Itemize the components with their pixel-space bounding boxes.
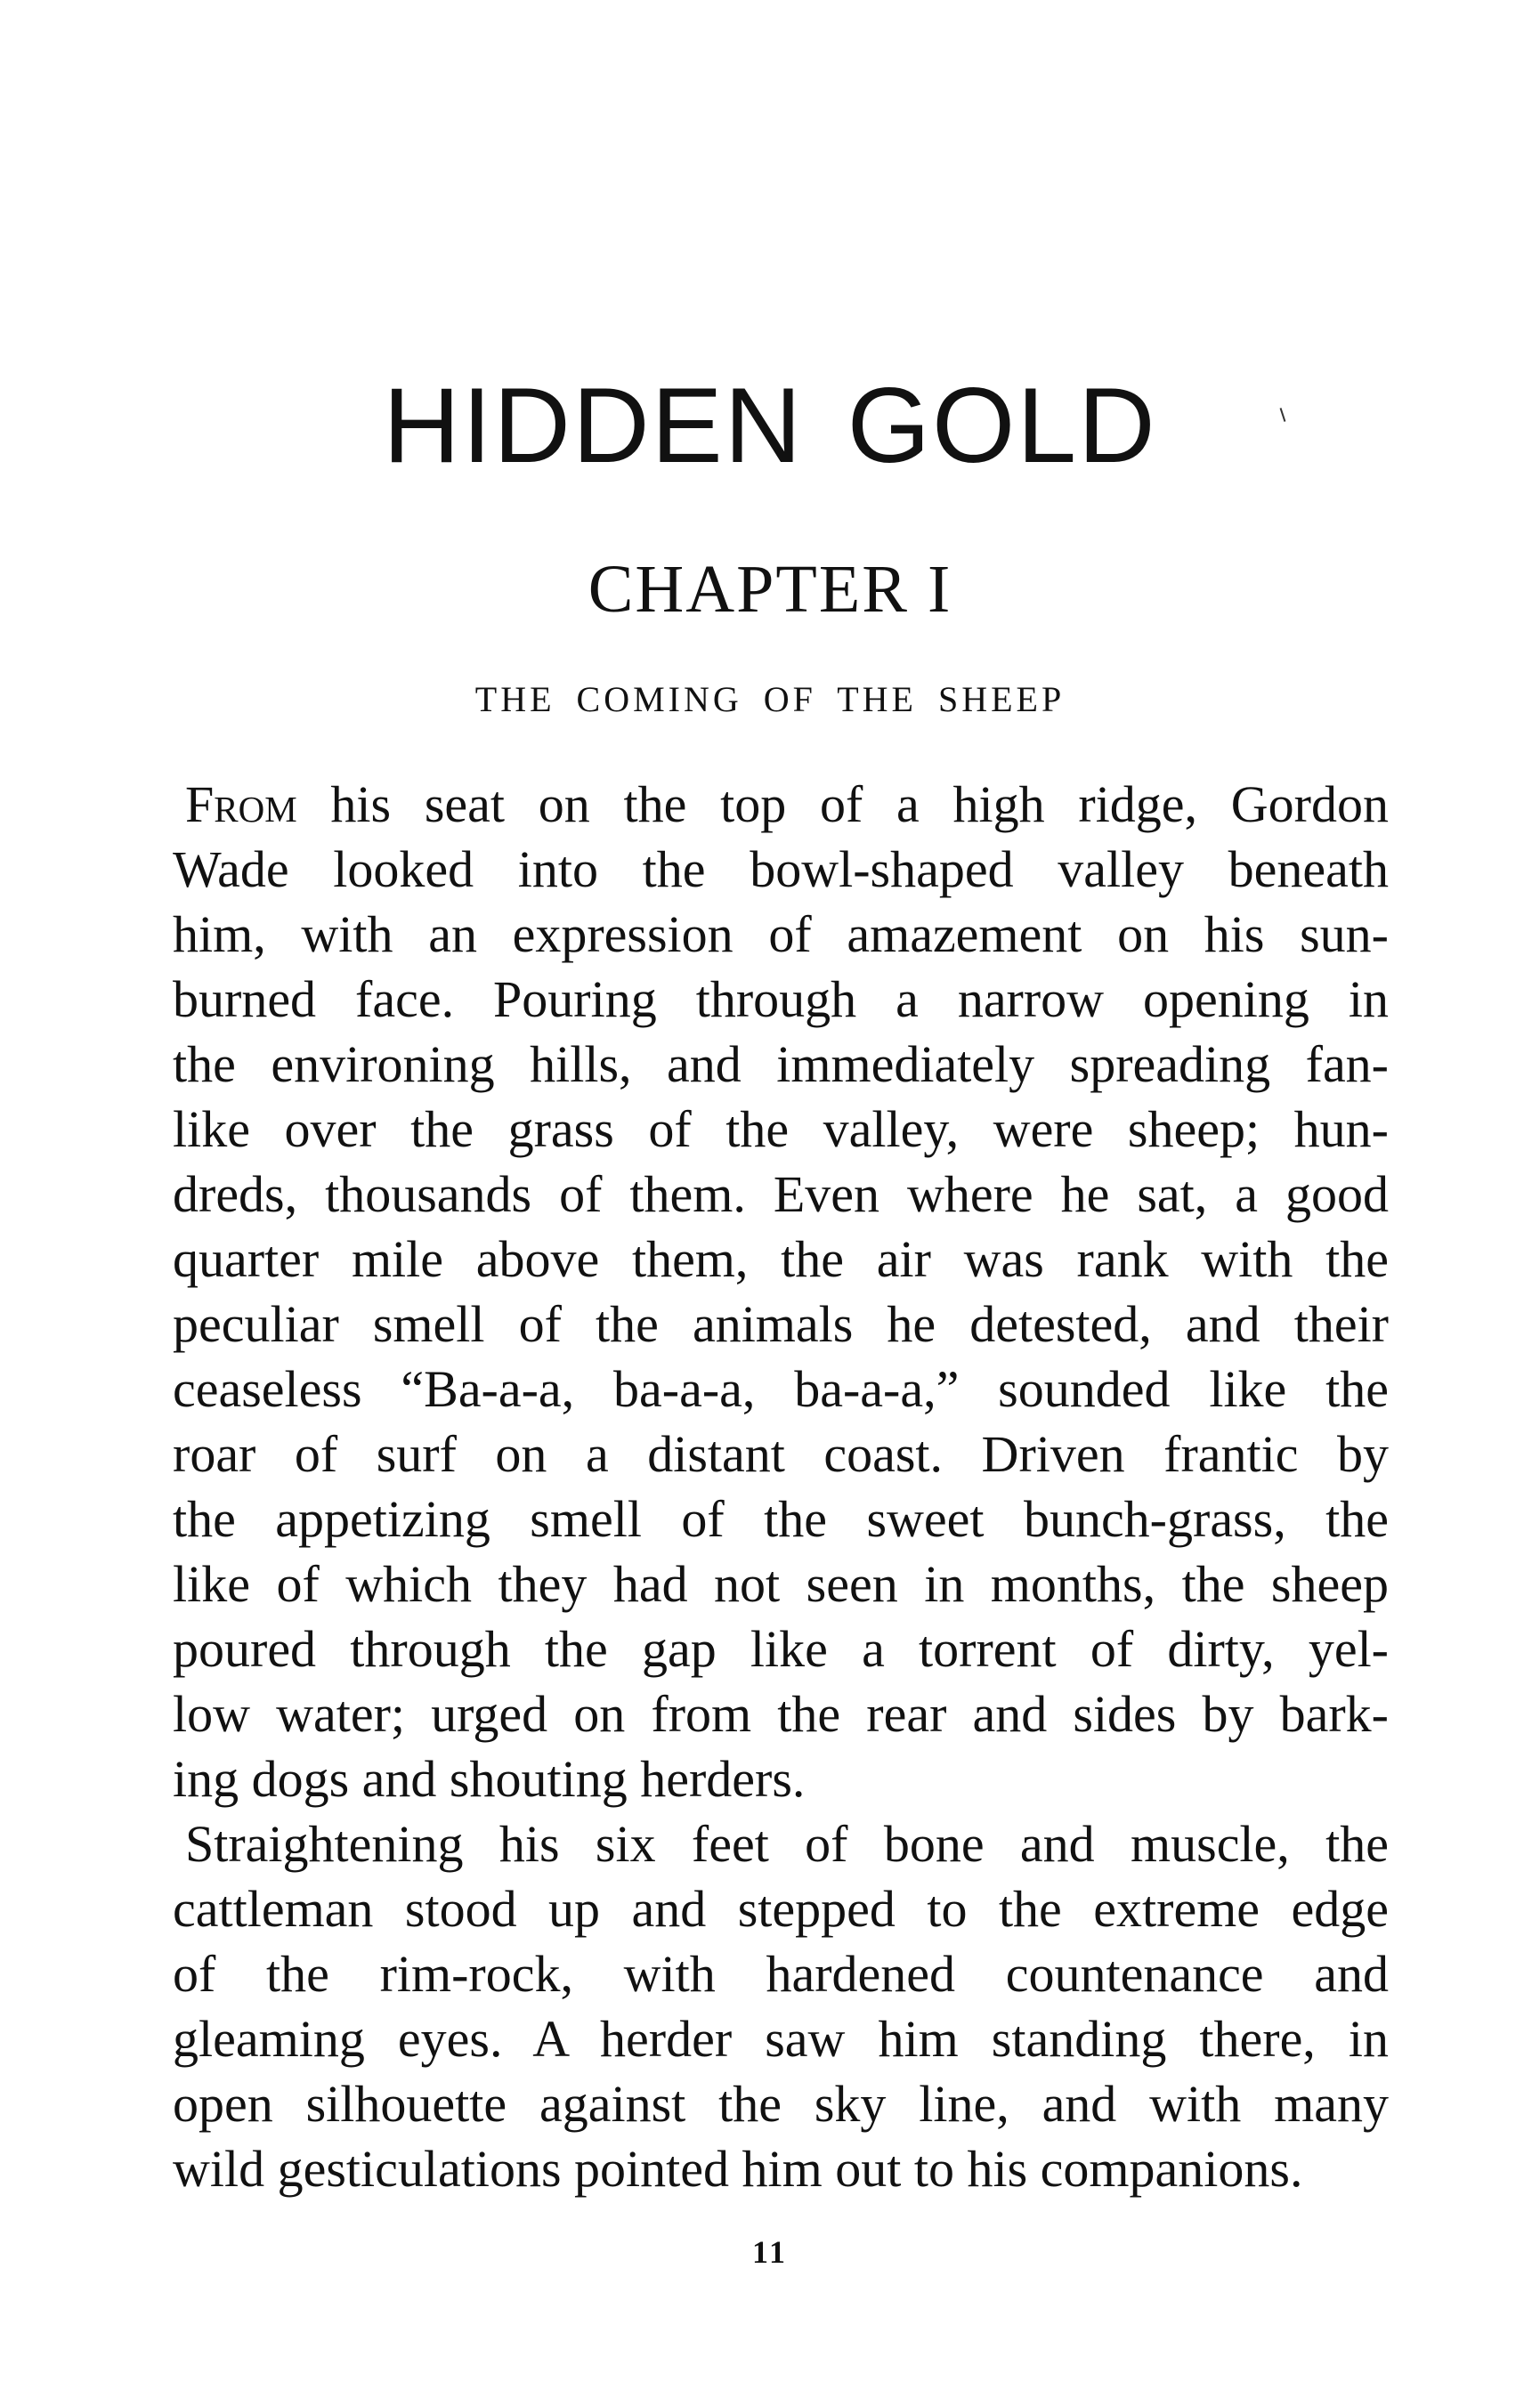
line-text: like over the grass of the valley, were sheep; hun- (173, 1100, 1389, 1158)
lead-word: From (185, 775, 297, 833)
line-text: the appetizing smell of the sweet bunch-grass, the (173, 1490, 1389, 1548)
text-line (173, 1097, 1389, 1162)
text-line (173, 902, 1389, 967)
line-text: roar of surf on a distant coast. Driven frantic by (173, 1425, 1389, 1483)
book-title: HIDDEN GOLD (383, 366, 1157, 485)
text-line (173, 1162, 1389, 1227)
text-line (173, 1292, 1389, 1357)
text-line (173, 2006, 1389, 2071)
text-line (173, 1551, 1389, 1616)
text-line (173, 1616, 1389, 1681)
text-line (173, 2071, 1389, 2136)
text-line (173, 1227, 1389, 1292)
body-text (173, 772, 1389, 2201)
text-line (173, 2136, 1389, 2201)
line-text: poured through the gap like a torrent of dirty, yel- (173, 1620, 1389, 1678)
text-line (173, 837, 1389, 902)
line-text: dreds, thousands of them. Even where he sat, a good (173, 1165, 1389, 1223)
line-text: the environing hills, and immediately spreading fan- (173, 1035, 1389, 1093)
chapter-heading: CHAPTER I (588, 552, 952, 627)
text-line (173, 1941, 1389, 2006)
text-line (173, 1422, 1389, 1487)
line-text: of the rim-rock, with hardened countenance and (173, 1945, 1389, 2003)
page-number: 11 (751, 2234, 788, 2270)
text-line (173, 772, 1389, 837)
line-text: peculiar smell of the animals he detested, and their (173, 1295, 1389, 1353)
text-line (173, 967, 1389, 1032)
line-text: ing dogs and shouting herders. (173, 1750, 806, 1808)
text-line (173, 1032, 1389, 1097)
line-text: wild gesticulations pointed him out to his companions. (173, 2140, 1303, 2198)
text-line (173, 1746, 1389, 1811)
text-line (173, 1681, 1389, 1746)
chapter-title: THE COMING OF THE SHEEP (474, 679, 1066, 719)
line-text: open silhouette against the sky line, and with many (173, 2075, 1389, 2133)
line-text: quarter mile above them, the air was rank with the (173, 1230, 1389, 1288)
line-text: gleaming eyes. A herder saw him standing there, in (173, 2010, 1389, 2068)
line-text: Straightening his six feet of bone and muscle, the (185, 1815, 1389, 1873)
line-text: ceaseless “Ba-a-a, ba-a-a, ba-a-a,” sounded like the (173, 1360, 1389, 1418)
line-text: his seat on the top of a high ridge, Gordon (296, 775, 1389, 833)
text-line (173, 1487, 1389, 1551)
text-line (173, 1811, 1389, 1876)
line-text: low water; urged on from the rear and sides by bark- (173, 1685, 1389, 1743)
text-line (173, 1357, 1389, 1422)
text-line (173, 1876, 1389, 1941)
line-text: cattleman stood up and stepped to the extreme edge (173, 1880, 1389, 1938)
line-text: him, with an expression of amazement on his sun- (173, 905, 1389, 963)
line-text: Wade looked into the bowl-shaped valley beneath (173, 840, 1389, 898)
line-text: like of which they had not seen in months, the sheep (173, 1555, 1389, 1613)
line-text: burned face. Pouring through a narrow opening in (173, 970, 1389, 1028)
